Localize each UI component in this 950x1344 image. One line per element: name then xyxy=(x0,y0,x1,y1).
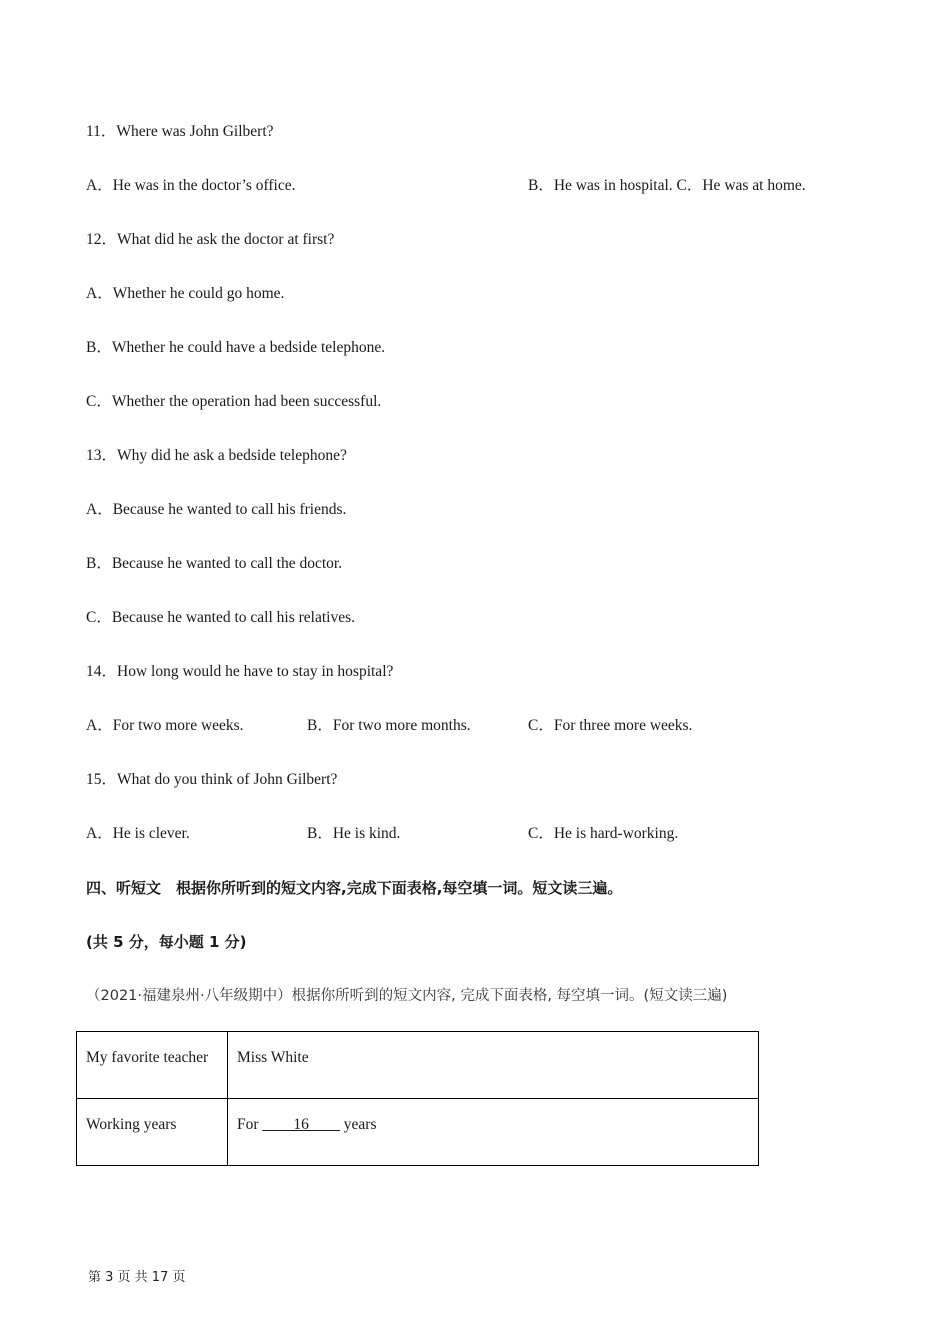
table-row xyxy=(77,1099,759,1166)
option-a: A．Because he wanted to call his friends. xyxy=(86,501,347,518)
question-source: （2021·福建泉州·八年级期中）根据你所听到的短文内容, 完成下面表格, 每空填一词。(短文读三遍) xyxy=(86,988,728,1004)
section-score: (共 5 分，每小题 1 分) xyxy=(86,933,247,951)
table-label-cell: My favorite teacher xyxy=(77,1032,228,1099)
question-stem: 13．Why did he ask a bedside telephone? xyxy=(86,447,347,464)
option-c: C．He is hard-working. xyxy=(528,825,679,842)
option-c: C．For three more weeks. xyxy=(528,717,693,734)
table-value-cell xyxy=(228,1099,759,1166)
option-b: B．Because he wanted to call the doctor. xyxy=(86,555,343,572)
option-c: C．Whether the operation had been successful. xyxy=(86,393,382,410)
section-title: 四、听短文 根据你所听到的短文内容,完成下面表格,每空填一词。短文读三遍。 xyxy=(86,879,623,897)
option-b: B．Whether he could have a bedside telephone. xyxy=(86,339,386,356)
question-stem: 12．What did he ask the doctor at first? xyxy=(86,231,335,248)
option-c: C．Because he wanted to call his relatives. xyxy=(86,609,356,626)
value-prefix: For xyxy=(237,1116,263,1133)
option-a: A．For two more weeks. xyxy=(86,717,244,734)
table-value-cell: Miss White xyxy=(228,1032,759,1099)
option-a: A．He was in the doctor’s office. xyxy=(86,177,296,194)
option-a: A．He is clever. xyxy=(86,825,190,842)
question-stem: 15．What do you think of John Gilbert? xyxy=(86,771,338,788)
option-b: B．For two more months. xyxy=(307,717,471,734)
answer-table xyxy=(76,1031,759,1166)
option-a: A．Whether he could go home. xyxy=(86,285,285,302)
question-stem: 11．Where was John Gilbert? xyxy=(86,123,274,140)
value-suffix: years xyxy=(339,1116,377,1133)
page-footer: 第 3 页 共 17 页 xyxy=(88,1270,186,1285)
table-row xyxy=(77,1032,759,1099)
option-b: B．He is kind. xyxy=(307,825,401,842)
question-stem: 14．How long would he have to stay in hospital? xyxy=(86,663,394,680)
answer-blank-16[interactable]: ____16____ xyxy=(262,1116,340,1133)
table-label-cell: Working years xyxy=(77,1099,228,1166)
option-b-c: B．He was in hospital. C．He was at home. xyxy=(528,177,806,194)
